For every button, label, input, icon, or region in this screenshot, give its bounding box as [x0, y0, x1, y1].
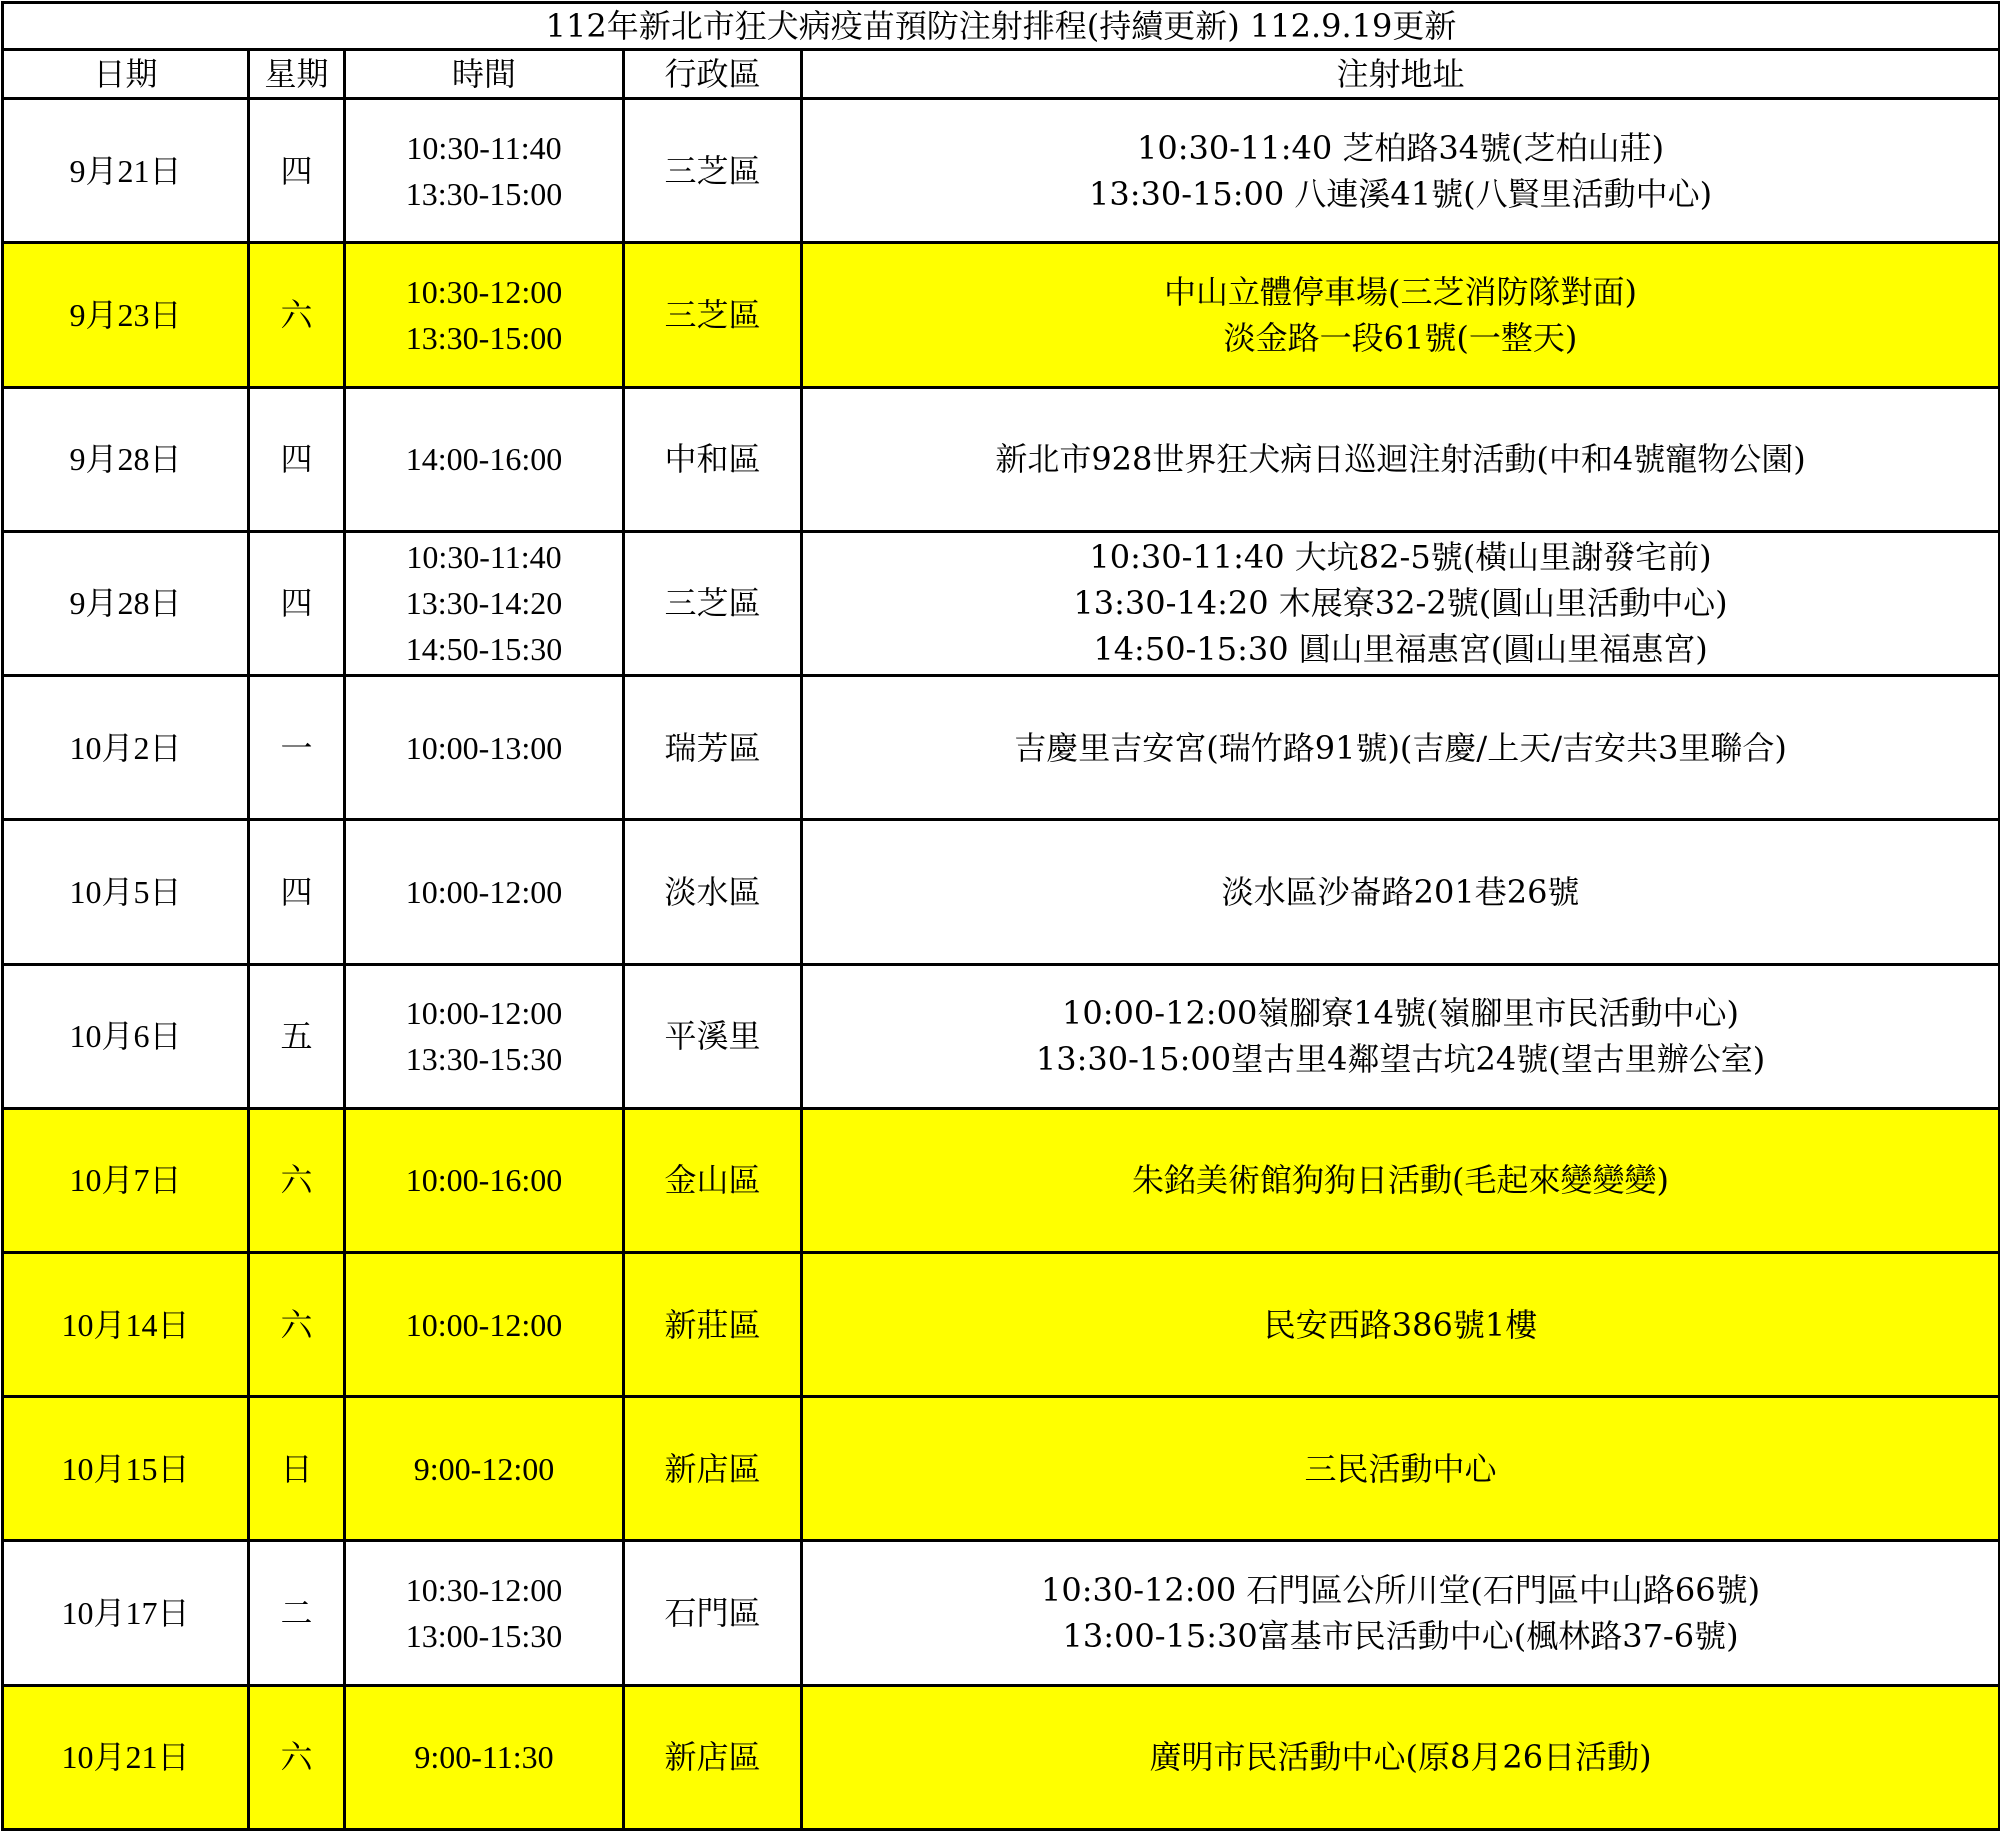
address-line: 民安西路386號1樓: [1263, 1305, 1538, 1344]
district-text: 新店區: [664, 1449, 761, 1488]
cell-address: [802, 99, 2000, 243]
cell-weekday: [249, 1108, 345, 1252]
table-row: [3, 387, 2000, 531]
time-slot: 13:30-15:30: [405, 1041, 563, 1078]
table-row: [3, 243, 2000, 387]
date-text: 10月17日: [61, 1595, 190, 1632]
weekday-text: 四: [280, 440, 313, 479]
date-text: 10月14日: [61, 1306, 190, 1343]
header-row: [3, 50, 2000, 99]
time-slot: 10:00-12:00: [405, 995, 563, 1032]
header-time: 時間: [345, 50, 624, 99]
cell-district: [624, 531, 802, 675]
header-district: 行政區: [624, 50, 802, 99]
cell-district: [624, 99, 802, 243]
cell-district: [624, 1108, 802, 1252]
cell-date: [3, 1108, 249, 1252]
address-line: 10:00-12:00嶺腳寮14號(嶺腳里市民活動中心): [1062, 994, 1739, 1033]
district-text: 石門區: [664, 1594, 761, 1633]
weekday-text: 日: [280, 1449, 313, 1488]
cell-date: [3, 1685, 249, 1829]
date-text: 10月5日: [69, 873, 182, 910]
time-slot: 10:00-16:00: [405, 1162, 563, 1199]
district-text: 瑞芳區: [664, 728, 761, 767]
time-slot: 13:30-14:20: [405, 585, 563, 622]
weekday-text: 六: [280, 1161, 313, 1200]
address-line: 13:30-15:00望古里4鄰望古坑24號(望古里辦公室): [1035, 1040, 1766, 1079]
district-text: 三芝區: [664, 295, 761, 334]
cell-district: [624, 1253, 802, 1397]
cell-date: [3, 1541, 249, 1685]
address-line: 14:50-15:30 圓山里福惠宮(圓山里福惠宮): [1093, 630, 1708, 669]
address-line: 13:30-15:00 八連溪41號(八賢里活動中心): [1088, 174, 1713, 213]
cell-address: [802, 964, 2000, 1108]
cell-date: [3, 99, 249, 243]
date-text: 9月23日: [69, 296, 182, 333]
cell-district: [624, 676, 802, 820]
table-row: [3, 964, 2000, 1108]
weekday-text: 四: [280, 151, 313, 190]
header-address: 注射地址: [802, 50, 2000, 99]
cell-time: [345, 676, 624, 820]
table-row: [3, 531, 2000, 675]
time-slot: 13:00-15:30: [405, 1618, 563, 1655]
address-line: 13:30-14:20 木展寮32-2號(圓山里活動中心): [1073, 584, 1728, 623]
time-slot: 9:00-12:00: [413, 1450, 555, 1487]
cell-address: [802, 243, 2000, 387]
cell-time: [345, 964, 624, 1108]
cell-time: [345, 243, 624, 387]
cell-time: [345, 1253, 624, 1397]
table-row: [3, 1397, 2000, 1541]
cell-weekday: [249, 1397, 345, 1541]
title-row: [3, 3, 2000, 50]
date-text: 10月2日: [69, 729, 182, 766]
time-slot: 10:00-12:00: [405, 873, 563, 910]
district-text: 中和區: [664, 440, 761, 479]
weekday-text: 六: [280, 295, 313, 334]
district-text: 金山區: [664, 1161, 761, 1200]
cell-district: [624, 243, 802, 387]
address-line: 三民活動中心: [1304, 1449, 1497, 1488]
table-row: [3, 99, 2000, 243]
cell-date: [3, 676, 249, 820]
weekday-text: 六: [280, 1305, 313, 1344]
date-text: 9月28日: [69, 441, 182, 478]
cell-weekday: [249, 676, 345, 820]
cell-weekday: [249, 99, 345, 243]
cell-address: [802, 531, 2000, 675]
address-line: 吉慶里吉安宮(瑞竹路91號)(吉慶/上天/吉安共3里聯合): [1014, 728, 1787, 767]
time-slot: 10:30-12:00: [405, 273, 563, 310]
time-slot: 13:30-15:00: [405, 175, 563, 212]
cell-district: [624, 1397, 802, 1541]
district-text: 平溪里: [664, 1017, 761, 1056]
table-row: [3, 1253, 2000, 1397]
cell-district: [624, 1541, 802, 1685]
district-text: 新莊區: [664, 1305, 761, 1344]
cell-weekday: [249, 964, 345, 1108]
time-slot: 14:00-16:00: [405, 441, 563, 478]
cell-address: [802, 1541, 2000, 1685]
cell-weekday: [249, 1541, 345, 1685]
cell-time: [345, 820, 624, 964]
date-text: 10月6日: [69, 1018, 182, 1055]
time-slot: 10:00-12:00: [405, 1306, 563, 1343]
cell-district: [624, 820, 802, 964]
cell-weekday: [249, 1685, 345, 1829]
weekday-text: 一: [280, 728, 313, 767]
cell-address: [802, 1685, 2000, 1829]
cell-address: [802, 1253, 2000, 1397]
time-slot: 10:30-11:40: [406, 129, 562, 166]
table-row: [3, 820, 2000, 964]
district-text: 三芝區: [664, 584, 761, 623]
cell-district: [624, 1685, 802, 1829]
cell-address: [802, 1397, 2000, 1541]
table-title: 112年新北市狂犬病疫苗預防注射排程(持續更新) 112.9.19更新: [3, 3, 2000, 50]
cell-weekday: [249, 531, 345, 675]
cell-date: [3, 820, 249, 964]
time-slot: 10:30-12:00: [405, 1572, 563, 1609]
district-text: 新店區: [664, 1738, 761, 1777]
address-line: 淡水區沙崙路201巷26號: [1221, 872, 1580, 911]
district-text: 淡水區: [664, 872, 761, 911]
cell-district: [624, 387, 802, 531]
address-line: 13:00-15:30富基市民活動中心(楓林路37-6號): [1062, 1617, 1739, 1656]
weekday-text: 二: [280, 1594, 313, 1633]
date-text: 10月15日: [61, 1450, 190, 1487]
address-line: 10:30-11:40 大坑82-5號(橫山里謝發宅前): [1089, 538, 1712, 577]
address-line: 10:30-12:00 石門區公所川堂(石門區中山路66號): [1040, 1571, 1761, 1610]
cell-date: [3, 531, 249, 675]
address-line: 新北市928世界狂犬病日巡迴注射活動(中和4號寵物公園): [995, 440, 1806, 479]
cell-date: [3, 387, 249, 531]
cell-weekday: [249, 243, 345, 387]
time-slot: 10:30-11:40: [406, 539, 562, 576]
table-row: [3, 676, 2000, 820]
table-row: [3, 1541, 2000, 1685]
weekday-text: 六: [280, 1738, 313, 1777]
table-row: [3, 1685, 2000, 1829]
time-slot: 14:50-15:30: [405, 631, 563, 668]
address-line: 淡金路一段61號(一整天): [1223, 318, 1578, 357]
cell-address: [802, 676, 2000, 820]
cell-time: [345, 531, 624, 675]
cell-weekday: [249, 387, 345, 531]
cell-time: [345, 1397, 624, 1541]
cell-weekday: [249, 1253, 345, 1397]
cell-address: [802, 1108, 2000, 1252]
schedule-table: [1, 1, 2000, 1831]
weekday-text: 四: [280, 584, 313, 623]
header-date: 日期: [3, 50, 249, 99]
address-line: 廣明市民活動中心(原8月26日活動): [1149, 1738, 1652, 1777]
time-slot: 9:00-11:30: [414, 1739, 554, 1776]
cell-date: [3, 1253, 249, 1397]
cell-time: [345, 1108, 624, 1252]
time-slot: 13:30-15:00: [405, 319, 563, 356]
table-row: [3, 1108, 2000, 1252]
address-line: 10:30-11:40 芝柏路34號(芝柏山莊): [1136, 128, 1665, 167]
date-text: 9月28日: [69, 585, 182, 622]
cell-district: [624, 964, 802, 1108]
cell-time: [345, 387, 624, 531]
weekday-text: 五: [280, 1017, 313, 1056]
cell-weekday: [249, 820, 345, 964]
cell-address: [802, 387, 2000, 531]
address-line: 中山立體停車場(三芝消防隊對面): [1164, 272, 1638, 311]
district-text: 三芝區: [664, 151, 761, 190]
header-weekday: 星期: [249, 50, 345, 99]
date-text: 9月21日: [69, 152, 182, 189]
cell-date: [3, 243, 249, 387]
cell-address: [802, 820, 2000, 964]
cell-date: [3, 964, 249, 1108]
cell-time: [345, 1685, 624, 1829]
time-slot: 10:00-13:00: [405, 729, 563, 766]
schedule-body: [3, 3, 2000, 1830]
cell-time: [345, 1541, 624, 1685]
address-line: 朱銘美術館狗狗日活動(毛起來變變變): [1132, 1161, 1670, 1200]
date-text: 10月21日: [61, 1739, 190, 1776]
weekday-text: 四: [280, 872, 313, 911]
cell-time: [345, 99, 624, 243]
date-text: 10月7日: [69, 1162, 182, 1199]
cell-date: [3, 1397, 249, 1541]
